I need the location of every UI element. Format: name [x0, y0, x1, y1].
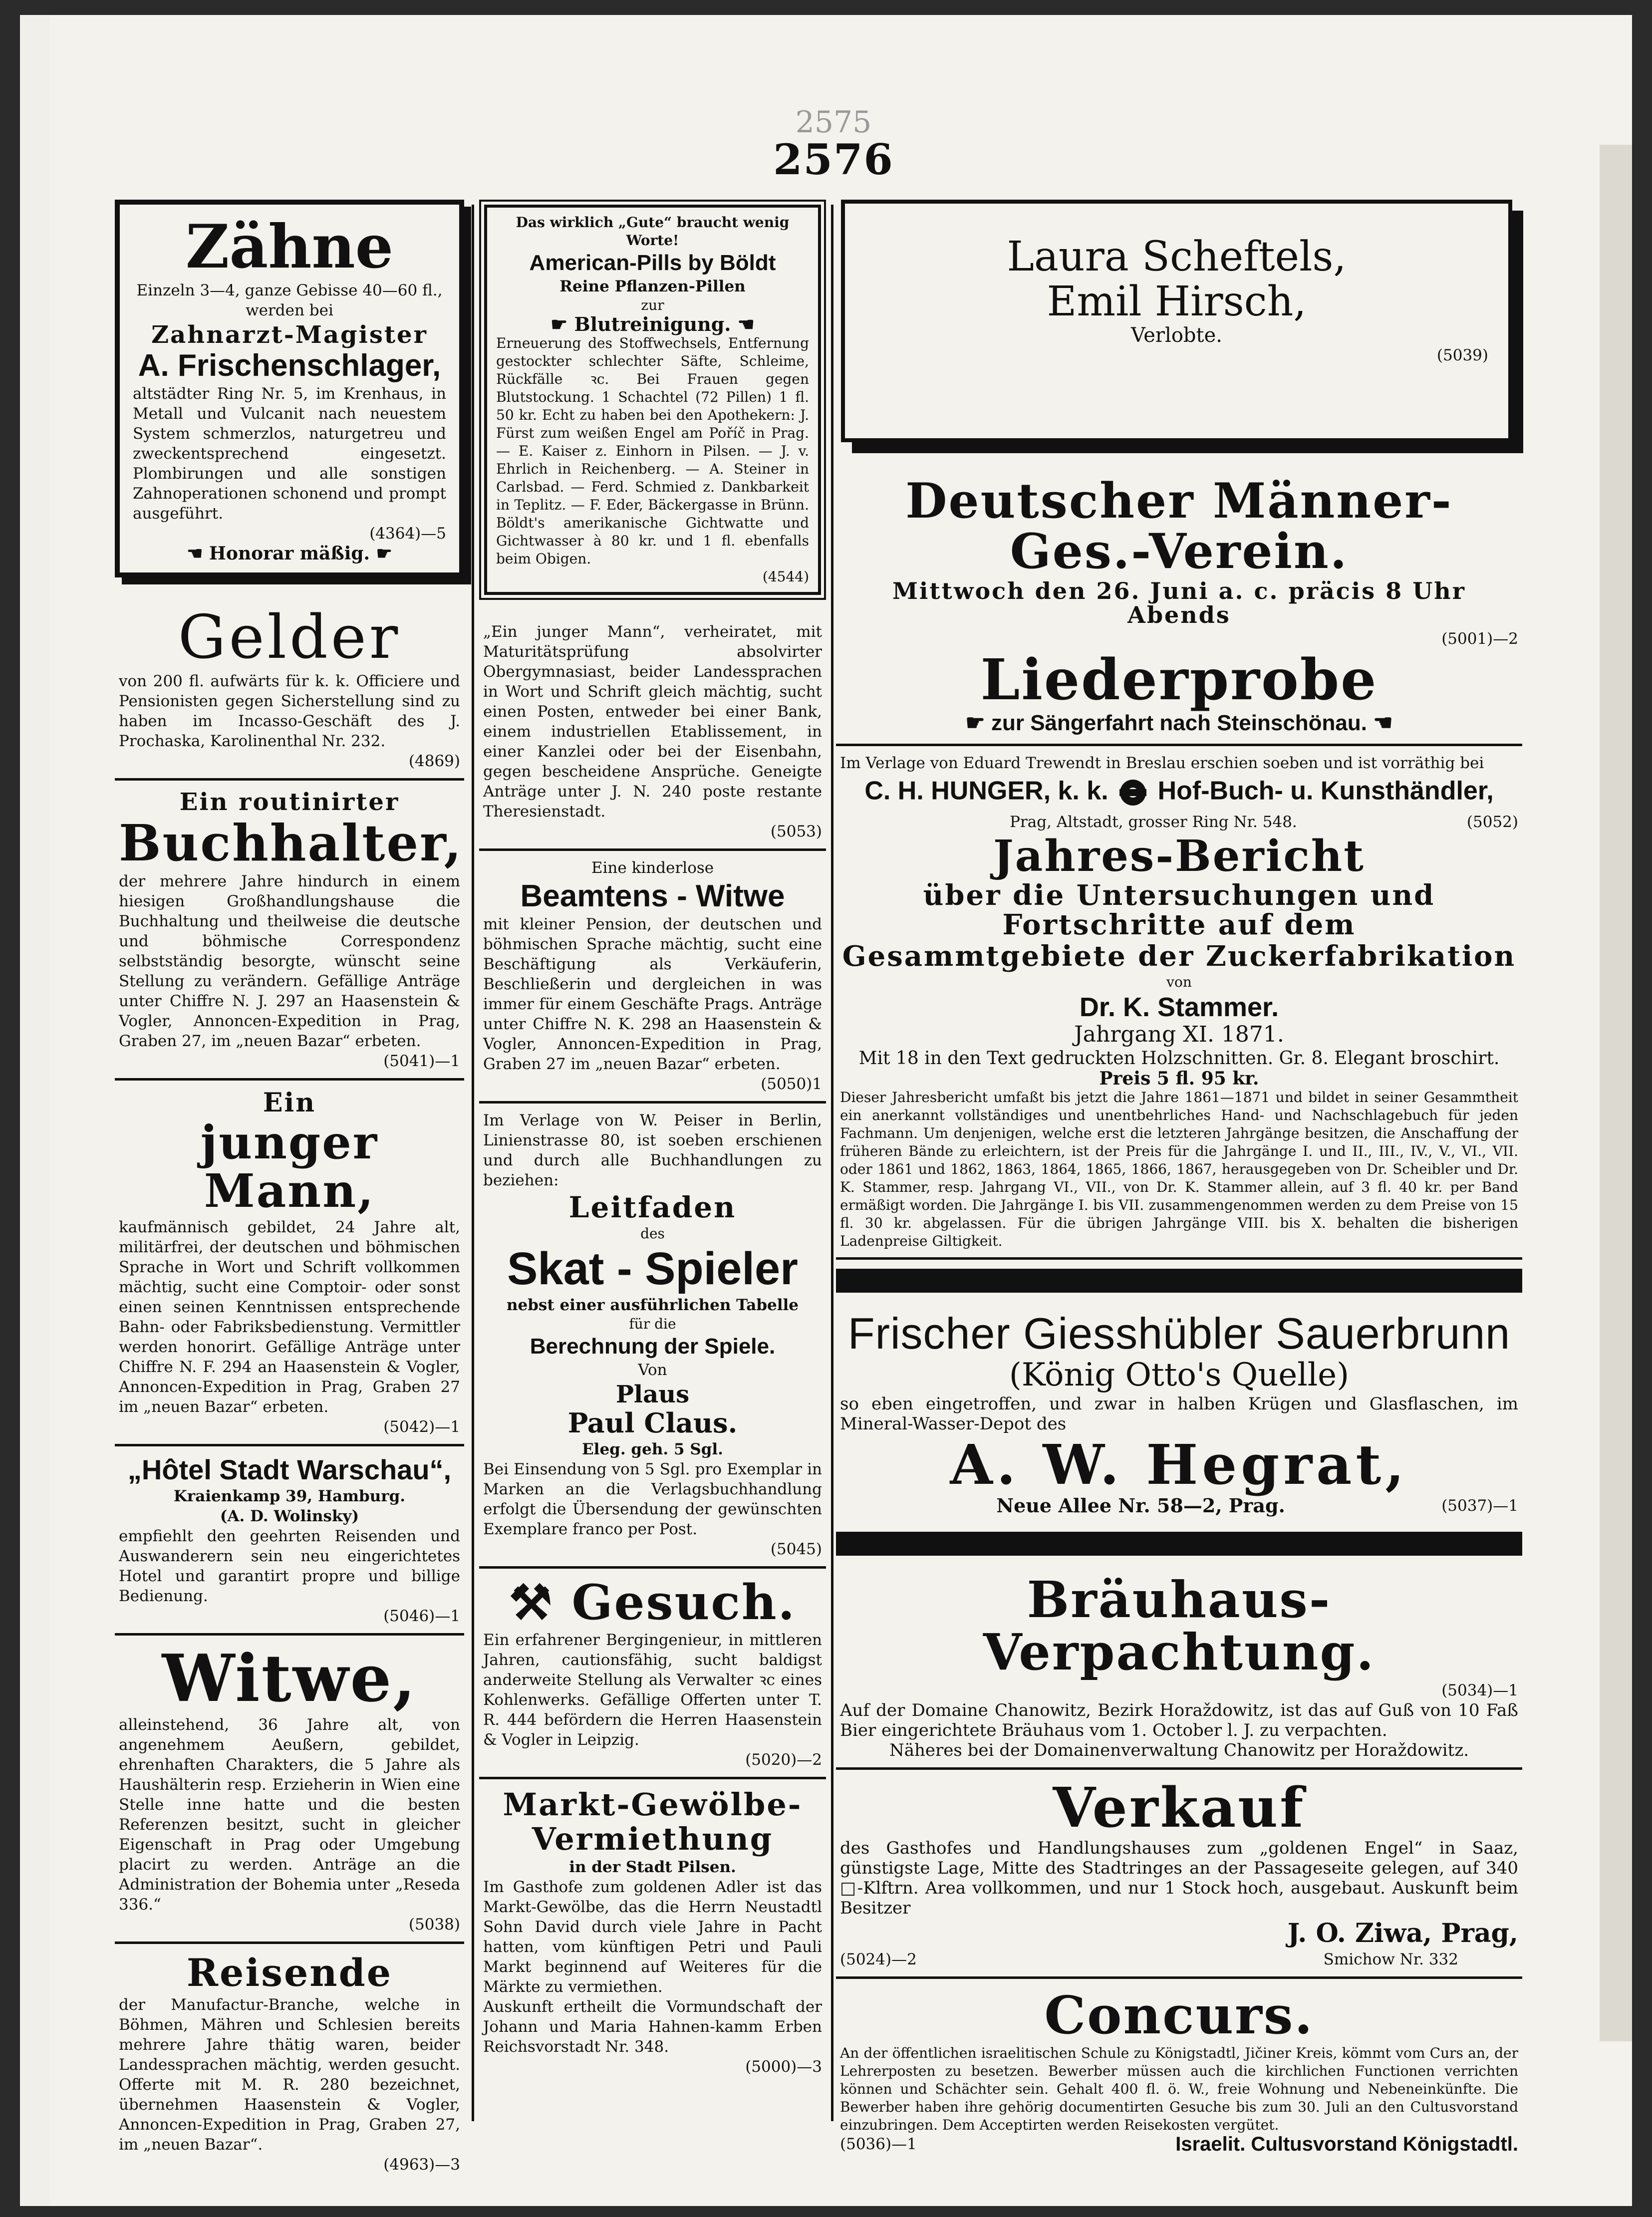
ad-reisende — [115, 1944, 464, 2182]
ad-line: Von — [638, 1361, 667, 1379]
ad-blut-text: Blutreinigung. — [574, 313, 731, 336]
ad-title: Verkauf — [1053, 1775, 1306, 1840]
ad-address: Smichow Nr. 332 — [1323, 1950, 1458, 1968]
ad-big-title: Liederprobe — [980, 647, 1378, 713]
ad-pretitle: Ein — [263, 1087, 316, 1118]
ad-ref: (5052) — [1466, 813, 1518, 831]
ad-subtitle: (König Otto's Quelle) — [1009, 1356, 1350, 1393]
ad-ref: (5036)—1 — [840, 2135, 917, 2153]
column-2 — [479, 200, 826, 2084]
ad-body: empfiehlt den geehrten Reisenden und Auswanderern sein neu eingerichtetes Hotel und garantirt propre und billige Bedienung. — [119, 1527, 460, 1606]
ad-body: alleinstehend, 36 Jahre alt, von angenehmem Aeußern, gebildet, ehrenhaften Charakters, die 5 Jahre als Haushälterin resp. Erzieherin in Wien eine Stelle inne hatte und die besten Referenzen besitzt, sucht in gleicher Eigenschaft in Prag oder Umgebung placirt zu werden. Anträge an die Administration der Bohemia unter „Reseda 336.“ — [119, 1715, 460, 1914]
ad-subtitle: Zahnarzt-Magister — [151, 321, 428, 349]
ad-publisher-row — [840, 775, 1518, 810]
ad-title: Witwe, — [162, 1640, 417, 1717]
ad-description: Mit 18 in den Text gedruckten Holzschnitten. Gr. 8. Elegant broschirt. — [858, 1048, 1500, 1069]
ad-line: nebst einer ausführlichen Tabelle — [506, 1296, 799, 1314]
ad-title: Markt-Gewölbe- — [503, 1786, 803, 1823]
ad-ref: (5034)—1 — [1441, 1681, 1518, 1699]
ad-title: American-Pills by Böldt — [529, 251, 776, 275]
ad-name: A. W. Hegrat, — [950, 1432, 1408, 1497]
address-row — [840, 1496, 1518, 1516]
ad-ref: (5037)—1 — [1441, 1496, 1518, 1515]
ad-skat-spieler — [479, 1104, 826, 1569]
ad-title: Zähne — [185, 212, 394, 282]
ad-ref: (5042)—1 — [383, 1417, 460, 1436]
ad-note — [133, 544, 446, 563]
page-edge — [1600, 145, 1632, 2041]
ad-ref: (5039) — [1436, 346, 1488, 365]
pointing-hand-icon: ☚ — [731, 313, 755, 336]
ad-junger-mann-2 — [479, 615, 826, 851]
ad-body: kaufmännisch gebildet, 24 Jahre alt, militärfrei, der deutschen und böhmischen Sprache in Wort und Schrift vollkommen mächtig, sucht eine Comptoir- oder sonst einen seinen Kenntnissen entsprechende Bahn- oder Fabriksbedienstung. Vermittler werden honorirt. Gefällige Anträge unter Chiffre N. F. 294 an Haasenstein & Vogler, Annoncen-Expedition in Prag, Graben 27 im „neuen Bazar“ erbeten. — [119, 1218, 460, 1416]
ad-ref: (4364)—5 — [369, 525, 446, 543]
ad-body-2: Auskunft ertheilt die Vormundschaft der Johann und Maria Hahnen-kamm Erben Reichsvorstadt Nr. 348. — [483, 1998, 822, 2056]
ad-subtitle: in der Stadt Pilsen. — [569, 1858, 736, 1877]
publisher-name: C. H. HUNGER, k. k. — [864, 776, 1108, 806]
ad-title: Deutscher Männer-Ges.-Verein. — [905, 473, 1453, 579]
ad-pretitle: Ein routinirter — [179, 788, 400, 817]
ad-verlobung — [841, 200, 1512, 442]
ad-gelder — [115, 597, 464, 781]
ad-line: für die — [629, 1315, 676, 1332]
ad-blut — [496, 314, 809, 334]
ad-title-row — [483, 1574, 822, 1631]
ad-title: Gelder — [178, 603, 401, 673]
ad-date: Mittwoch den 26. Juni a. c. präcis 8 Uhr Abends — [892, 577, 1466, 628]
ad-american-pills — [484, 205, 821, 595]
ad-body: Erneuerung des Stoffwechsels, Entfernung gestockter schlechter Säfte, Schleime, Rückfälle ꝛc. Bei Frauen gegen Blutstockung. 1 Schachtel (72 Pillen) 1 fl. 50 kr. Echt zu haben bei den Apothekern: J. Fürst zum weißen Engel am Poříč in Prag. — E. Kaiser z. Einhorn in Pilsen. — J. v. Ehrlich in Reichenberg. — A. Steiner in Carlsbad. — Ferd. Schmied z. Dankbarkeit in Teplitz. — F. Eder, Bäckergasse in Brünn. Böldt's amerikanische Gichtwatte und Gichtwasser à 80 kr. und 1 fl. ebenfalls beim Obigen. — [496, 335, 809, 567]
ad-title: Frischer Giesshübler Sauerbrunn — [847, 1308, 1511, 1358]
ad-body: Auf der Domaine Chanowitz, Bezirk Horaždowitz, ist das auf Guß von 10 Faß Bier eingerichtete Bräuhaus vom 1. October l. J. zu verpachten. — [840, 1700, 1518, 1740]
ad-title: Buchhalter, — [119, 813, 463, 872]
ad-owner: (A. D. Wolinsky) — [220, 1507, 359, 1526]
black-rule — [836, 1532, 1522, 1556]
ad-body: Im Gasthofe zum goldenen Adler ist das Markt-Gewölbe, das die Herrn Neustadtl Sohn David durch viele Jahre in Pacht hatten, vom künftigen Petri und Pauli Markt beginnend auf Weiteres für die Märkte zu vermiethen. — [483, 1878, 822, 1996]
signature-row — [840, 2134, 1518, 2154]
ad-verkauf — [836, 1770, 1522, 1979]
ad-body-2: Näheres bei der Domainenverwaltung Chanowitz per Horaždowitz. — [889, 1740, 1469, 1760]
ad-line: werden bei — [246, 301, 333, 319]
ad-gesuch — [479, 1569, 826, 1779]
ad-title-1: Leitfaden — [568, 1190, 737, 1225]
ad-address: Neue Allee Nr. 58—2, Prag. — [996, 1494, 1285, 1517]
ad-title-2: über die Untersuchungen und Fortschritte auf dem — [923, 879, 1435, 942]
pointing-hand-icon: ☛ — [965, 710, 991, 735]
label-verlobte: Verlobte. — [1131, 324, 1222, 347]
ad-concurs — [836, 1979, 1522, 2161]
ad-body: Ein erfahrener Bergingenieur, in mittleren Jahren, cautionsfähig, sucht baldigst anderweite Stellung als Verwalter ꝛc eines Kohlenwerks. Gefällige Offerten unter T. R. 444 befördern die Herren Haasenstein & Vogler in Leipzig. — [483, 1631, 822, 1749]
ad-ref: (4963)—3 — [383, 2155, 460, 2174]
ad-ref: (5045) — [770, 1540, 822, 1559]
ad-name: A. Frischenschlager, — [138, 348, 441, 383]
ad-title-2: Vermiethung — [532, 1820, 774, 1857]
ad-line: von — [1166, 973, 1192, 990]
name-1: Laura Scheftels, — [1007, 233, 1347, 280]
ad-title: Gesuch. — [571, 1574, 797, 1631]
ad-ref: (4544) — [762, 568, 809, 585]
ad-year: Jahrgang XI. 1871. — [1074, 1022, 1284, 1048]
column-3 — [836, 200, 1522, 2161]
pointing-hand-icon: ☚ — [187, 543, 209, 564]
ad-body: so eben eingetroffen, und zwar in halben Krügen und Glasflaschen, im Mineral-Wasser-Depot des — [840, 1394, 1518, 1434]
ad-title: junger Mann, — [200, 1115, 379, 1218]
ad-author: Dr. K. Stammer. — [1079, 992, 1279, 1022]
ad-ref: (5024)—2 — [840, 1950, 917, 1968]
ad-ref: (5053) — [770, 823, 822, 841]
faint-page-number: 2575 — [795, 105, 872, 140]
ad-intro: Im Verlage von Eduard Trewendt in Breslau erschien soeben und ist vorräthig bei — [840, 754, 1484, 772]
ad-ref: (5001)—2 — [1441, 630, 1518, 648]
ad-jahresbericht — [836, 746, 1522, 1260]
ad-title: Skat - Spieler — [507, 1243, 798, 1295]
name-2: Emil Hirsch, — [1047, 278, 1307, 326]
ad-title: „Hôtel Stadt Warschau“, — [127, 1453, 452, 1485]
ad-title: Jahres-Bericht — [993, 831, 1366, 881]
honorar-text: Honorar mäßig. — [209, 543, 370, 564]
ad-title: Bräuhaus-Verpachtung. — [983, 1570, 1376, 1681]
ad-junger-mann — [115, 1081, 464, 1446]
ad-intro: Im Verlage von W. Peiser in Berlin, Linienstrasse 80, ist soeben erschienen und durch alle Buchhandlungen zu beziehen: — [483, 1111, 822, 1190]
ad-markt-gewoelbe — [479, 1779, 826, 2084]
ad-title-3: Gesammtgebiete der Zuckerfabrikation — [842, 939, 1516, 973]
publisher-title: Hof-Buch- u. Kunsthändler, — [1157, 776, 1494, 806]
ad-beamtens-witwe — [479, 851, 826, 1104]
ad-pretitle: Eine kinderlose — [591, 859, 714, 877]
column-rule-2 — [831, 205, 833, 2121]
pointing-hand-icon: ☛ — [370, 543, 392, 564]
ad-maenner-gesang-verein — [836, 467, 1522, 746]
ad-body: Dieser Jahresbericht umfaßt bis jetzt die Jahre 1861—1871 und bildet in seiner Gesammtheit ein anerkannt vollständiges und unentbehrliches Hand- und Nachschlagebuch für jeden Fachmann. Um denjenigen, welche erst die letzteren Jahrgänge besitzen, die Anschaffung der früheren Bände zu erleichtern, ist der Preis für die Jahrgänge I. und II., III., IV., V., VI., VII. oder 1861 und 1862, 1863, 1864, 1865, 1866, 1867, herausgegeben von Dr. Scheibler und Dr. K. Stammer, resp. Jahrgang VI., VII., von Dr. K. Stammer allein, auf 3 fl. 40 kr. per Band ermäßigt worden. Die Jahrgänge I. bis VII. zusammengenommen werden zu dem Preise von 15 fl. 30 kr. abgelassen. Für die übrigen Jahrgänge VIII. bis X. behalten die bisherigen Ladenpreise Giltigkeit. — [840, 1089, 1518, 1249]
ad-line: des — [640, 1225, 665, 1242]
ad-hotel — [115, 1446, 464, 1636]
ad-ref: (5041)—1 — [383, 1052, 460, 1070]
ad-ref: (5000)—3 — [745, 2058, 822, 2076]
page-number: 2576 — [773, 135, 894, 184]
address-row — [840, 1949, 1518, 1969]
ad-body: der Manufactur-Branche, welche in Böhmen, Mähren und Schlesien bereits mehrere Jahre thätig waren, beider Landessprachen mächtig, werden gesucht. Offerte mit M. R. 280 bezeichnet, übernehmen Haasenstein & Vogler, Annoncen-Expedition in Prag, Graben 27, im „neuen Bazar“. — [119, 1995, 460, 2154]
column-rule-1 — [472, 205, 474, 2121]
pointing-hand-icon: ☚ — [1373, 710, 1393, 735]
ad-signature: Israelit. Cultusvorstand Königstadtl. — [1175, 2133, 1518, 2155]
black-rule — [836, 1269, 1522, 1293]
ad-owner: J. O. Ziwa, Prag, — [1287, 1918, 1518, 1949]
ad-line: Einzeln 3—4, ganze Gebisse 40—60 fl., — [136, 281, 443, 299]
ad-body: von 200 fl. aufwärts für k. k. Officiere und Pensionisten gegen Sicherstellung sind zu haben im Incasso-Geschäft des J. Prochaska, Karolinenthal Nr. 232. — [119, 672, 460, 751]
ad-zaehne — [115, 200, 464, 577]
ad-author-2: Paul Claus. — [567, 1407, 738, 1439]
ad-line: zur — [641, 297, 664, 314]
ad-ref: (5020)—2 — [745, 1750, 822, 1769]
crossed-hammers-icon: ⚒ — [509, 1574, 554, 1631]
ad-body: altstädter Ring Nr. 5, im Krenhaus, in Metall und Vulcanit nach neuestem System schmerzlos, naturgetreu und zweckentsprechend eingesetzt. Plombirungen und alle sonstigen Zahnoperationen schonend und prompt ausgeführt. — [133, 385, 446, 523]
ad-body: mit kleiner Pension, der deutschen und böhmischen Sprache mächtig, sucht eine Beschäftigung als Verkäuferin, Beschließerin und dergleichen in was immer für einem Geschäfte Prags. Anträge unter Chiffre N. K. 298 an Haasenstein & Vogler, Annoncen-Expedition in Prag, Graben 27 im „neuen Bazar“ erbeten. — [483, 915, 822, 1074]
ad-title: Beamtens - Witwe — [520, 879, 785, 914]
ad-ref: (4869) — [408, 752, 460, 771]
ad-price: Preis 5 fl. 95 kr. — [1099, 1068, 1259, 1089]
ad-body: An der öffentlichen israelitischen Schule zu Königstadtl, Jičiner Kreis, kömmt vom Curs an, der Lehrerposten zu besetzen. Bewerber müssen auch die kirchlichen Functionen verrichten können und Schächter sein. Gehalt 400 fl. ö. W., freie Wohnung und Nebeneinkünfte. Die Bewerber haben ihre gehörig documentirten Gesuche bis zum 30. Juli an den Cultusvorstand einzubringen. Dem Acceptirten werden Reisekosten vergütet. — [840, 2044, 1518, 2133]
column-1 — [115, 200, 464, 2182]
ad-giesshuebler — [836, 1302, 1522, 1523]
ad-body: der mehrere Jahre hindurch in einem hiesigen Großhandlungshause die Buchhaltung und theilweise die deutsche und böhmische Correspondenz selbstständig besorgte, wünscht seine Stellung zu verändern. Gefällige Anträge unter Chiffre N. J. 297 an Haasenstein & Vogler, Annoncen-Expedition in Prag, Graben 27, im „neuen Bazar“ erbeten. — [119, 872, 460, 1050]
address-row — [840, 812, 1518, 832]
ad-price: Eleg. geh. 5 Sgl. — [582, 1440, 723, 1459]
publisher-address: Prag, Altstadt, grosser Ring Nr. 548. — [1010, 813, 1297, 831]
ad-subtitle: zur Sängerfahrt nach Steinschönau. — [991, 710, 1367, 735]
ad-line: Das wirklich „Gute“ braucht wenig Worte! — [516, 214, 790, 249]
ad-title: Concurs. — [1044, 1984, 1314, 2046]
ad-witwe — [115, 1636, 464, 1944]
ad-subtitle: Berechnung der Spiele. — [530, 1334, 776, 1359]
ad-address: Kraienkamp 39, Hamburg. — [173, 1487, 406, 1506]
ad-ref: (5038) — [408, 1915, 460, 1934]
ad-ref: (5046)—1 — [383, 1607, 460, 1626]
ad-body: Bei Einsendung von 5 Sgl. pro Exemplar in Marken an die Verlagsbuchhandlung erfolgt die Übersendung der gewünschten Exemplare franco per Post. — [483, 1460, 822, 1539]
ad-body: des Gasthofes und Handlungshauses zum „goldenen Engel“ in Saaz, günstigste Lage, Mitte des Stadtringes an der Passageseite gelegen, auf 340 □-Klftrn. Area vollkommen, und nur 1 Stock hoch, ausgebaut. Auskunft beim Besitzer — [840, 1838, 1518, 1919]
ad-body: „Ein junger Mann“, verheiratet, mit Maturitätsprüfung absolvirter Obergymnasiast, beider Landessprachen in Wort und Schrift gleich mächtig, sucht einen Posten, entweder bei einer Bank, einem industriellen Etablissement, in einer Kanzlei oder bei der Eisenbahn, gegen bescheidene Ansprüche. Geneigte Anträge unter J. N. 240 poste restante Theresienstadt. — [483, 623, 822, 821]
ad-braeuhaus — [836, 1565, 1522, 1770]
ad-title: Reisende — [186, 1950, 393, 1995]
ad-subtitle: Reine Pflanzen-Pillen — [559, 277, 746, 296]
ad-buchhalter — [115, 781, 464, 1080]
ad-author-1: Plaus — [615, 1380, 690, 1408]
pointing-hand-icon: ☛ — [551, 313, 574, 336]
imperial-eagle-icon — [1115, 775, 1150, 810]
ad-ref: (5050)1 — [761, 1075, 822, 1094]
ad-sub-row — [840, 712, 1518, 735]
